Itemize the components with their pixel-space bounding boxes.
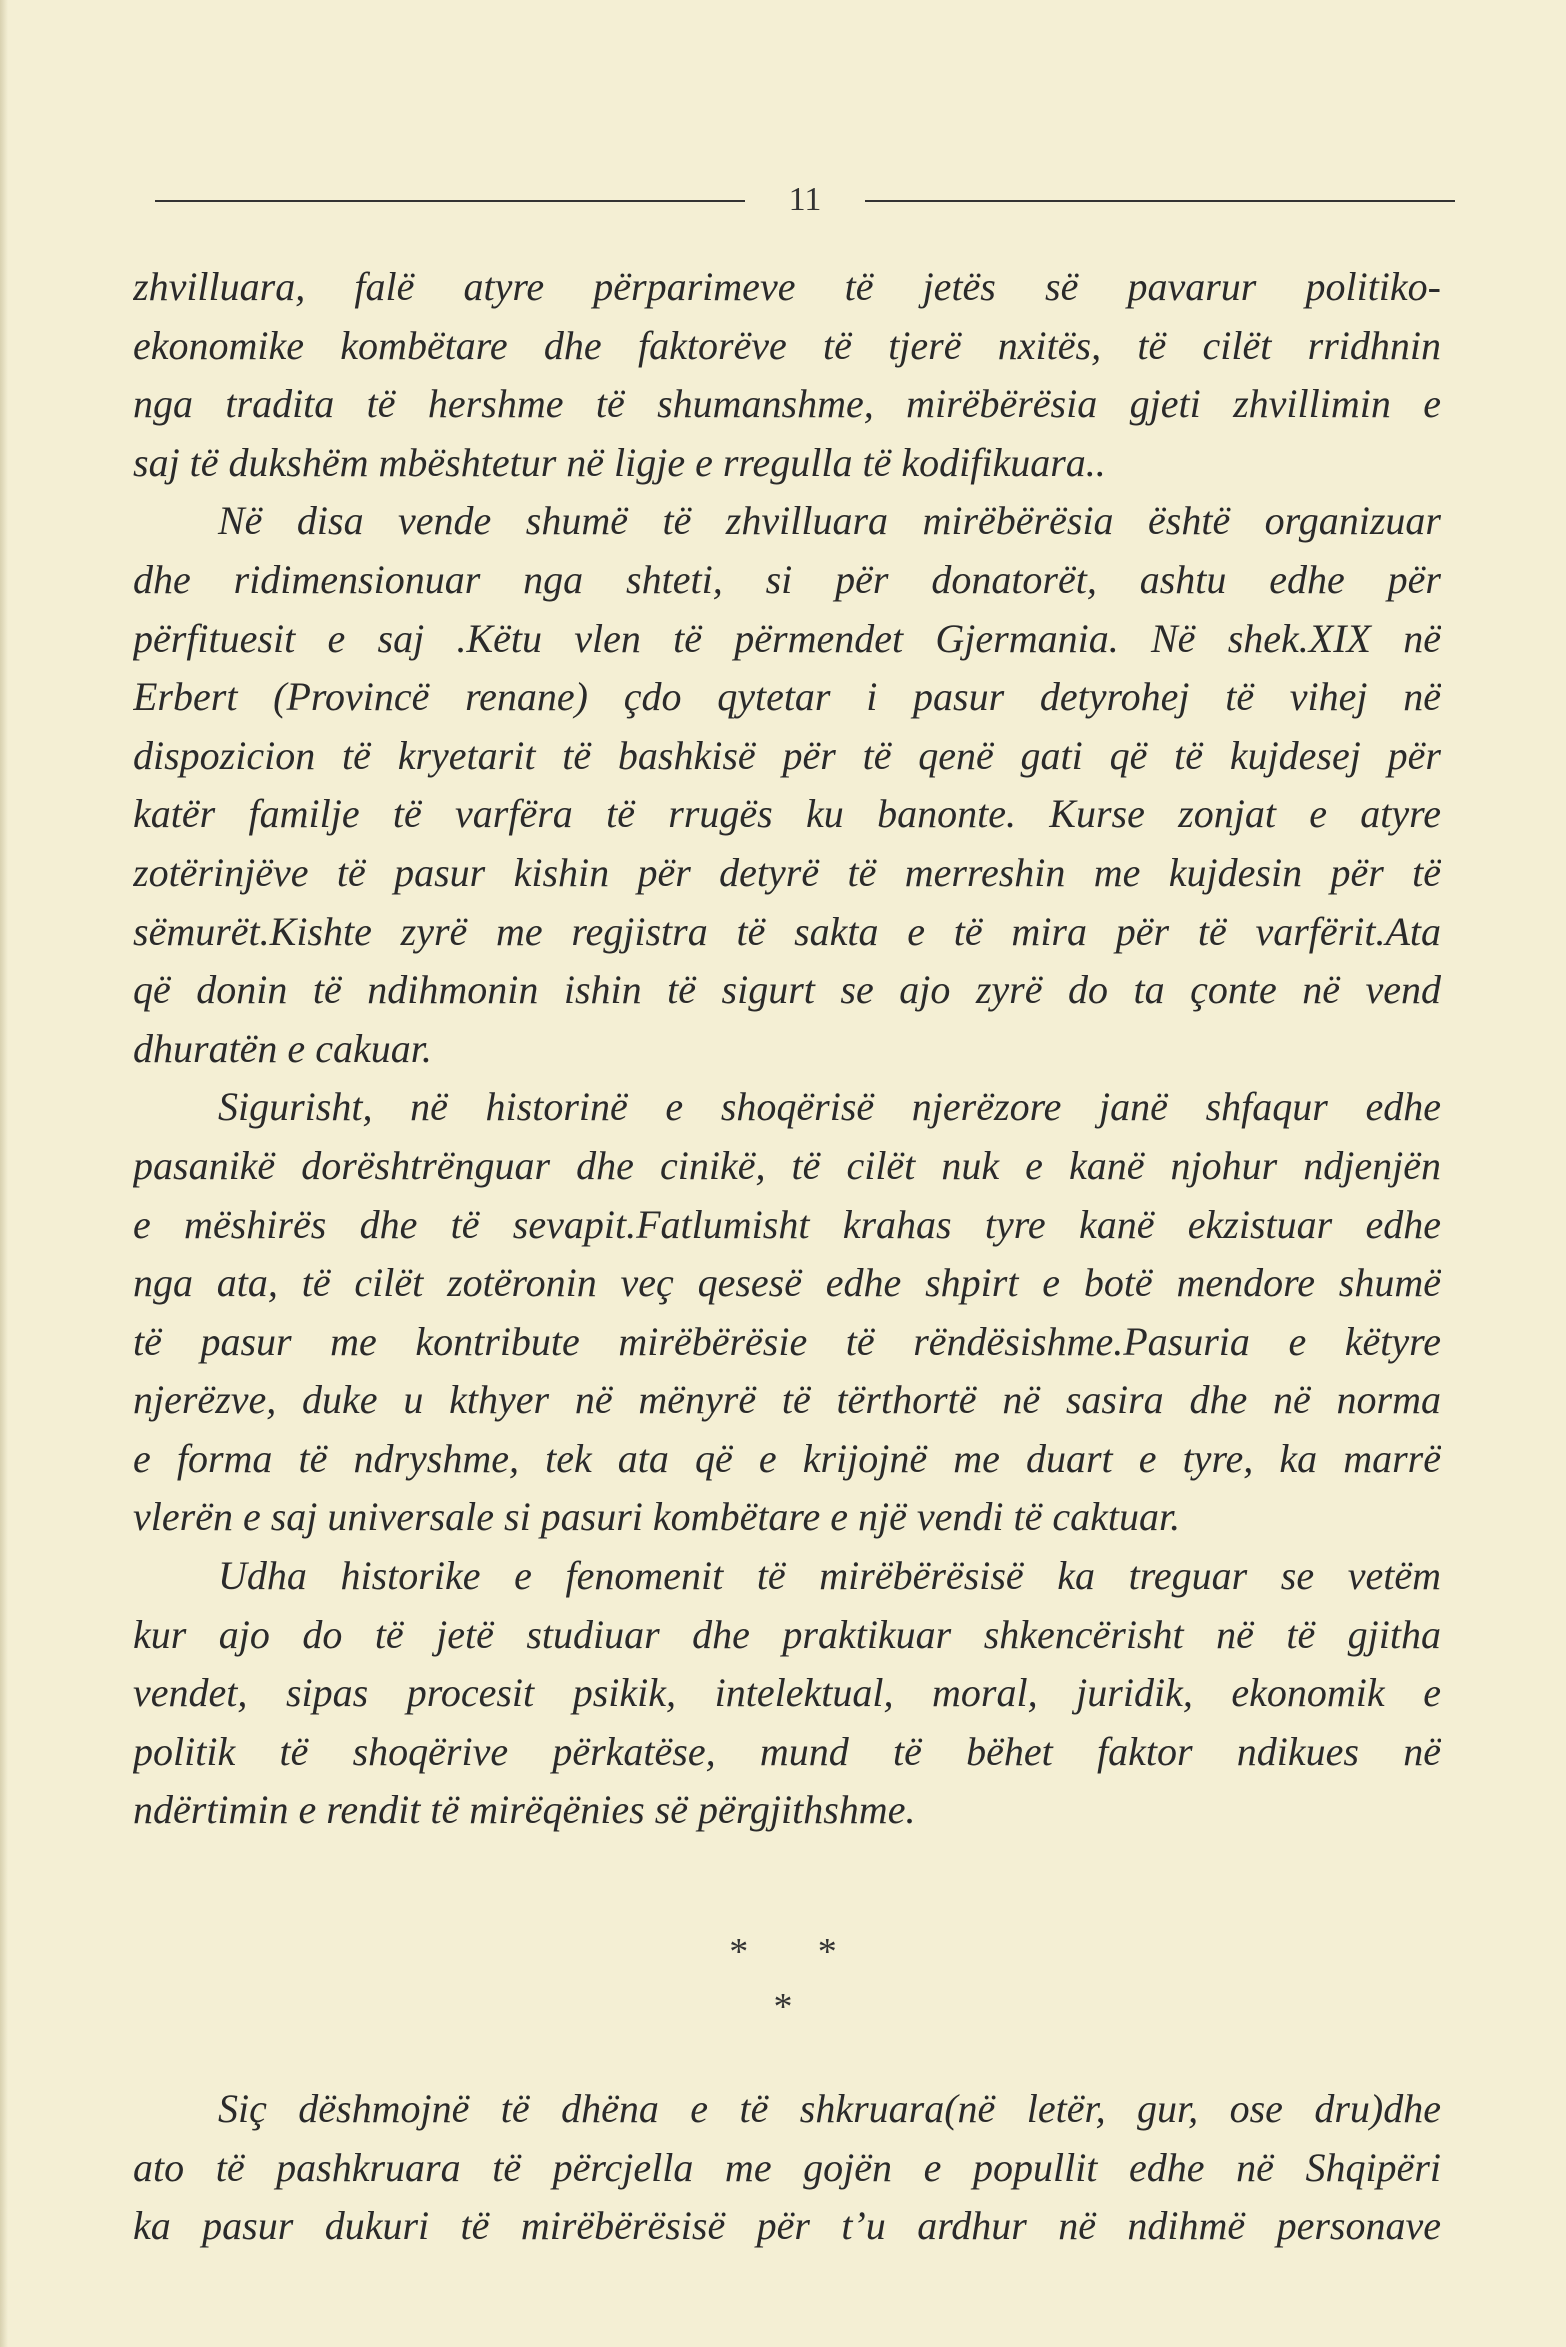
body-text [133,258,1441,1840]
text-line: të pasur me kontribute mirëbërësie të rëndësishme.Pasuria e këtyre [133,1318,1441,1364]
final-text [133,2080,1441,2256]
text-line: politik të shoqërive përkatëse, mund të bëhet faktor ndikues në [133,1728,1441,1774]
text-line: njerëzve, duke u kthyer në mënyrë të tërthortë në sasira dhe në norma [133,1377,1441,1423]
text-line: vendet, sipas procesit psikik, intelektual, moral, juridik, ekonomik e [133,1670,1441,1716]
text-line: dhe ridimensionuar nga shteti, si për donatorët, ashtu edhe për [133,556,1441,602]
section-separator-top [0,1930,1566,1974]
text-line: e forma të ndryshme, tek ata që e krijojnë me duart e tyre, ka marrë [133,1435,1441,1481]
text-line: ka pasur dukuri të mirëbërësisë për t’u ardhur në ndihmë personave [133,2203,1441,2249]
text-line: Në disa vende shumë të zhvilluara mirëbërësia është organizuar [218,498,1441,544]
text-line: dhuratën e cakuar. [133,1025,432,1071]
text-line: saj të dukshëm mbështetur në ligje e rregulla të kodifikuara.. [133,439,1106,485]
page-header [155,180,1455,220]
text-line: Udha historike e fenomenit të mirëbërësisë ka treguar se vetëm [218,1553,1441,1599]
paragraph-1 [133,258,1441,492]
text-line: pasanikë dorështrënguar dhe cinikë, të cilët nuk e kanë njohur ndjenjën [133,1142,1441,1188]
text-line: zotërinjëve të pasur kishin për detyrë të merreshin me kujdesin për të [133,849,1441,895]
header-rule-right [865,200,1455,202]
text-line: e mëshirës dhe të sevapit.Fatlumisht krahas tyre kanë ekzistuar edhe [133,1201,1441,1247]
section-separator-bottom [0,1985,1566,2029]
separator-star: * [729,1931,749,1973]
text-line: ndërtimin e rendit të mirëqënies së përgjithshme. [133,1787,916,1833]
text-line: Erbert (Provincë renane) çdo qytetar i pasur detyrohej të vihej në [133,674,1441,720]
text-line: vlerën e saj universale si pasuri kombëtare e një vendi të caktuar. [133,1494,1181,1540]
text-line: Siç dëshmojnë të dhëna e të shkruara(në letër, gur, ose dru)dhe [218,2086,1441,2131]
paragraph-3 [133,1078,1441,1547]
text-line: zhvilluara, falë atyre përparimeve të jetës së pavarur politiko- [133,264,1441,309]
text-line: kur ajo do të jetë studiuar dhe praktikuar shkencërisht në të gjitha [133,1611,1441,1657]
paragraph-4 [133,1547,1441,1840]
text-line: nga ata, të cilët zotëronin veç qesesë edhe shpirt e botë mendore shumë [133,1260,1441,1306]
text-line: katër familje të varfëra të rrugës ku banonte. Kurse zonjat e atyre [133,791,1441,837]
text-line: ato të pashkruara të përcjella me gojën e popullit edhe në Shqipëri [133,2144,1441,2190]
text-line: Sigurisht, në historinë e shoqërisë njerëzore janë shfaqur edhe [218,1084,1441,1130]
text-line: dispozicion të kryetarit të bashkisë për të qenë gati që të kujdesej për [133,732,1441,778]
text-line: nga tradita të hershme të shumanshme, mirëbërësia gjeti zhvillimin e [133,381,1441,427]
page-number: 11 [788,181,822,218]
text-line: që donin të ndihmonin ishin të sigurt se ajo zyrë do ta çonte në vend [133,967,1441,1013]
text-line: sëmurët.Kishte zyrë me regjistra të sakta e të mira për të varfërit.Ata [133,908,1441,954]
separator-star: * [773,1986,793,2028]
text-line: ekonomike kombëtare dhe faktorëve të tjerë nxitës, të cilët rridhnin [133,322,1441,368]
text-line: përfituesit e saj .Këtu vlen të përmendet Gjermania. Në shek.XIX në [133,615,1441,661]
paragraph-2 [133,492,1441,1078]
separator-star: * [817,1931,837,1973]
header-rule-left [155,200,745,202]
paragraph-5 [133,2080,1441,2256]
